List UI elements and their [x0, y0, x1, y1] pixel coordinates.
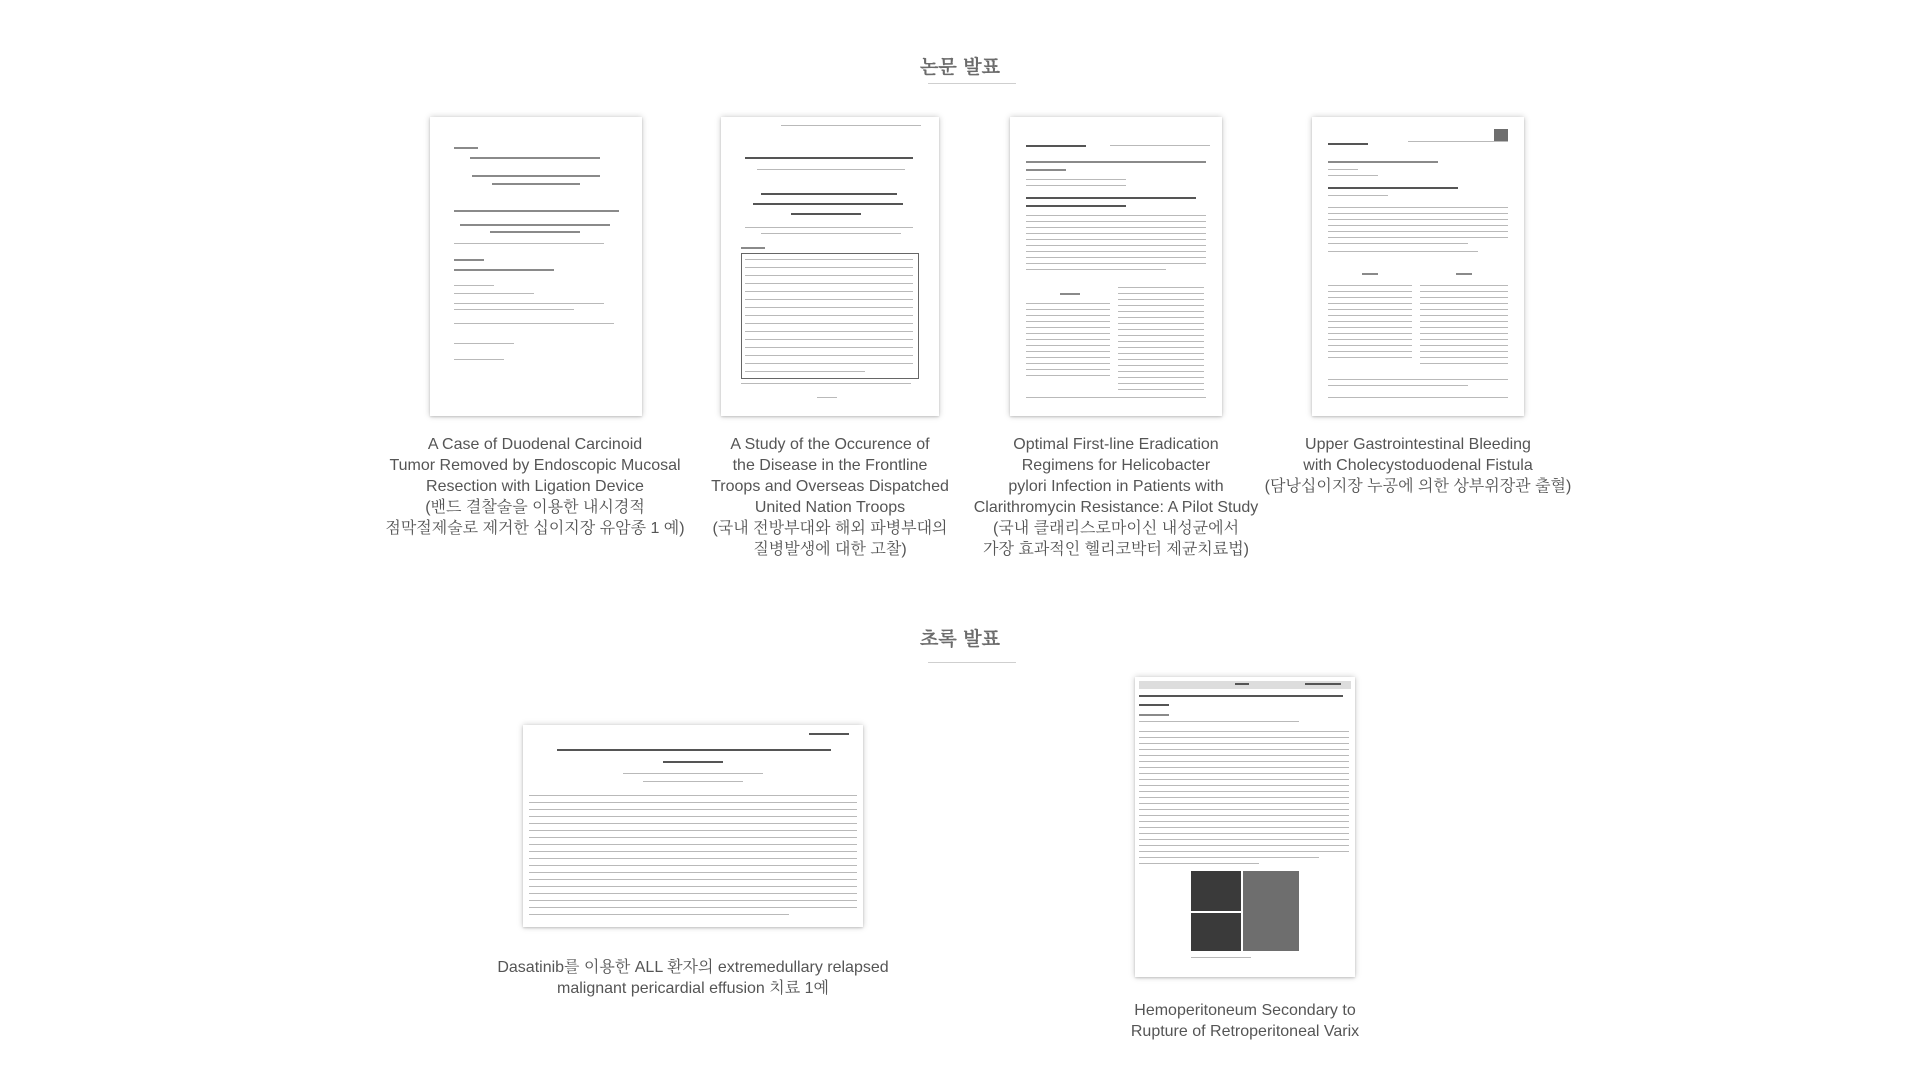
caption-line: with Cholecystoduodenal Fistula	[1303, 457, 1533, 474]
caption-line: (국내 전방부대와 해외 파병부대의	[712, 520, 948, 537]
caption-line: A Case of Duodenal Carcinoid	[427, 436, 643, 453]
paper-caption-1[interactable]	[380, 434, 690, 539]
caption-line: Resection with Ligation Device	[426, 478, 644, 495]
paper-caption-2[interactable]	[672, 434, 988, 560]
caption-line: A Study of the Occurence of	[730, 436, 930, 453]
caption-line: Optimal First-line Eradication	[1013, 436, 1219, 453]
abstract-thumbnail-1[interactable]	[523, 725, 863, 927]
abstract-caption-1[interactable]	[490, 957, 896, 999]
caption-line: (국내 클래리스로마이신 내성균에서	[992, 520, 1240, 537]
caption-line: Troops and Overseas Dispatched	[711, 478, 949, 495]
caption-line: 가장 효과적인 헬리코박터 제균치료법)	[983, 541, 1249, 558]
caption-line: Hemoperitoneum Secondary to	[1134, 1002, 1356, 1019]
caption-line: Clarithromycin Resistance: A Pilot Study	[973, 499, 1259, 516]
caption-line: (밴드 결찰술을 이용한 내시경적	[425, 499, 645, 516]
caption-line: malignant pericardial effusion 치료 1예	[557, 980, 829, 997]
paper-thumbnail-3[interactable]	[1010, 117, 1222, 416]
caption-line: Regimens for Helicobacter	[1021, 457, 1211, 474]
caption-line: United Nation Troops	[754, 499, 906, 516]
caption-line: Tumor Removed by Endoscopic Mucosal	[389, 457, 681, 474]
caption-line: 질병발생에 대한 고찰)	[753, 541, 907, 558]
paper-thumbnail-1[interactable]	[430, 117, 642, 416]
caption-line: Upper Gastrointestinal Bleeding	[1305, 436, 1531, 453]
abstract-caption-2[interactable]	[1110, 1000, 1380, 1042]
section-title-papers: 논문 발표	[919, 56, 1001, 78]
caption-line: pylori Infection in Patients with	[1008, 478, 1224, 495]
section-title-abstracts: 초록 발표	[919, 628, 1001, 650]
section-divider	[928, 662, 1016, 663]
paper-thumbnail-2[interactable]	[721, 117, 939, 416]
caption-line: (담낭십이지장 누공에 의한 상부위장관 출혈)	[1264, 478, 1572, 495]
caption-line: Rupture of Retroperitoneal Varix	[1130, 1023, 1360, 1040]
section-divider	[928, 83, 1016, 84]
paper-caption-3[interactable]	[958, 434, 1274, 560]
caption-line: the Disease in the Frontline	[732, 457, 928, 474]
paper-thumbnail-4[interactable]	[1312, 117, 1524, 416]
abstract-thumbnail-2[interactable]	[1135, 677, 1355, 977]
paper-caption-4[interactable]	[1262, 434, 1574, 497]
caption-line: Dasatinib를 이용한 ALL 환자의 extremedullary relapsed	[497, 959, 889, 976]
caption-line: 점막절제술로 제거한 십이지장 유암종 1 예)	[385, 520, 685, 537]
